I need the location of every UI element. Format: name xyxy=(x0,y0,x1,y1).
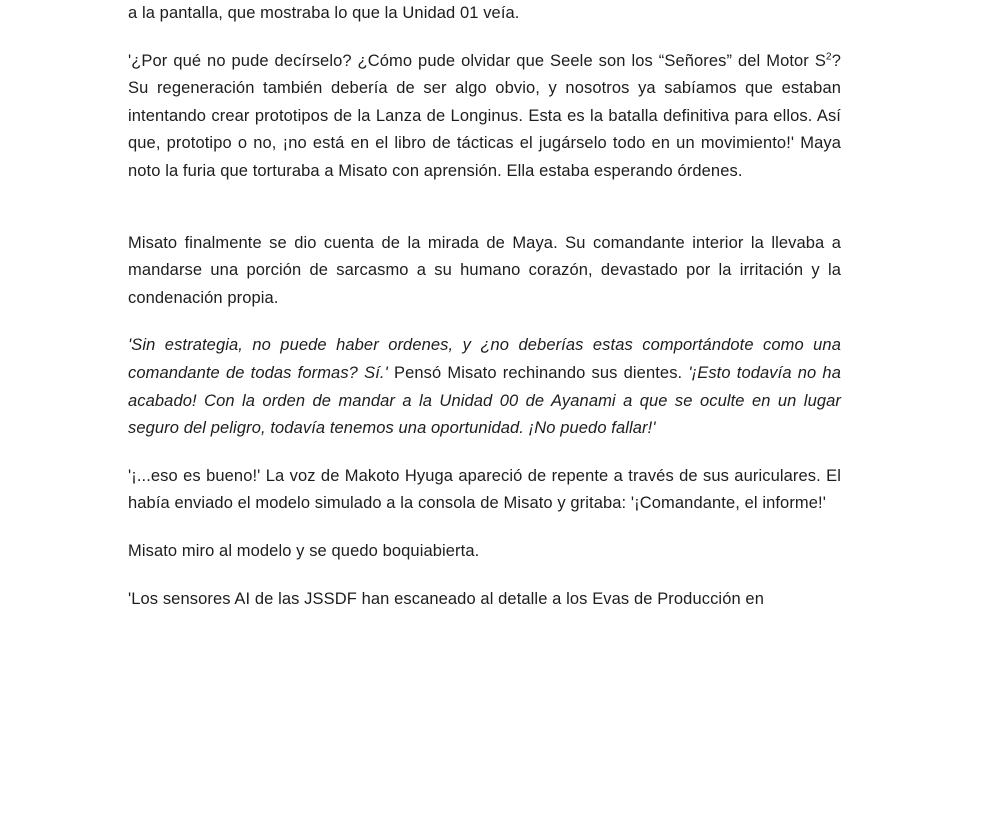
paragraph-1 xyxy=(128,0,841,28)
text-run: Misato miro al modelo y se quedo boquiabierta. xyxy=(128,541,480,560)
text-run: Misato finalmente se dio cuenta de la mirada de Maya. Su comandante interior la llevaba a mandarse una porción de sarcasmo a su humano corazón, devastado por la irritación y la condenación propia. xyxy=(128,233,841,307)
text-run: a la pantalla, que mostraba lo que la Unidad 01 veía. xyxy=(128,4,520,22)
text-run: 'Sin estrategia, no puede haber ordenes, y ¿no deberías estas comportándote como una comandante de todas formas? Sí.' xyxy=(128,336,841,382)
paragraph-6 xyxy=(128,538,841,566)
paragraph-2 xyxy=(128,48,841,186)
document-body xyxy=(128,0,841,613)
empty-paragraph xyxy=(128,206,841,210)
paragraph-3 xyxy=(128,230,841,313)
text-run: 'Los sensores AI de las JSSDF han escaneado al detalle a los Evas de Producción en xyxy=(128,589,764,608)
text-run: 2 xyxy=(825,51,832,63)
text-run: ? Su regeneración también debería de ser algo obvio, y nosotros ya sabíamos que estaban intentando crear prototipos de la Lanza de Longinus. Esta es la batalla definitiva para ellos. Así que, prototipo o no, ¡no está en el libro de tácticas el jugárselo todo en un movimiento!' Maya noto la furia que torturaba a Misato con aprensión. Ella estaba esperando órdenes. xyxy=(128,51,841,180)
paragraph-4 xyxy=(128,332,841,442)
text-run: '¡...eso es bueno!' La voz de Makoto Hyuga apareció de repente a través de sus auriculares. El había enviado el modelo simulado a la consola de Misato y gritaba: '¡Comandante, el informe!' xyxy=(128,466,841,513)
text-run: '¿Por qué no pude decírselo? ¿Cómo pude olvidar que Seele son los “Señores” del Motor S xyxy=(128,51,826,70)
text-run: '¡Esto todavía no ha acabado! Con la orden de mandar a la Unidad 00 de Ayanami a que se oculte en un lugar seguro del peligro, todavía tenemos una oportunidad. ¡No puedo fallar!' xyxy=(128,363,841,438)
text-run: Pensó Misato rechinando sus dientes. xyxy=(387,363,689,382)
paragraph-7 xyxy=(128,586,841,614)
paragraph-5 xyxy=(128,463,841,518)
